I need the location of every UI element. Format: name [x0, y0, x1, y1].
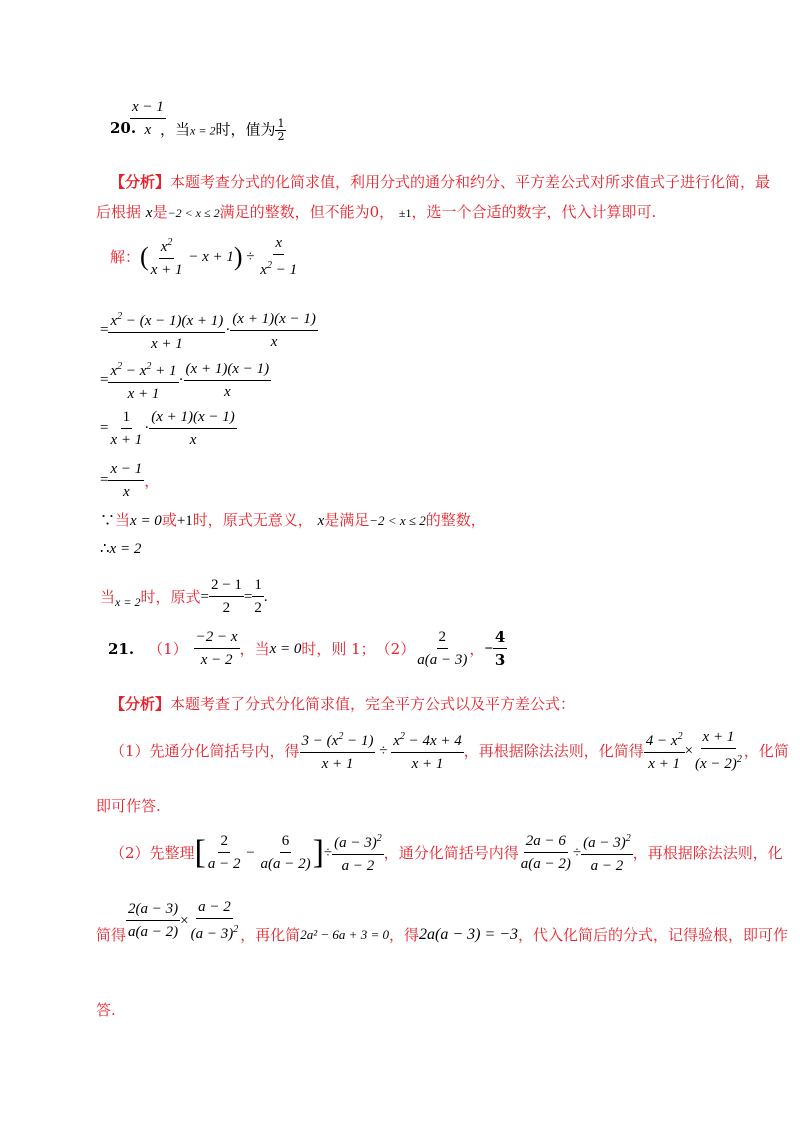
final-x: x = 2	[115, 594, 141, 609]
q20-value-num: 1	[277, 117, 285, 130]
q20-number: 20.	[110, 119, 137, 137]
q20-when-expr: x = 2	[190, 123, 216, 138]
q21-when: ，当	[239, 639, 270, 658]
analysis20-is: 是	[152, 203, 168, 221]
p1-expr2: $\frac{4 - x^2}{x + 1}$ × $\frac{x + 1}{(x - 2)^2}$	[644, 726, 744, 775]
q21-ans2-val-num: 4	[493, 626, 507, 649]
p2-e: ，再化简	[240, 925, 301, 944]
q21-part2: （2）	[375, 639, 416, 658]
q20-value-fraction	[275, 118, 286, 143]
analysis20-line2-b: 满足的整数，但不能为0，	[219, 203, 395, 221]
p2-f: ，得	[388, 925, 419, 944]
because-c: 是满足	[324, 511, 370, 529]
analysis21-p1	[110, 726, 789, 775]
solution20-step4: = $\frac{x - 1}{x}$ ，	[100, 458, 159, 503]
solution20-step1: = $\frac{x^2 - (x - 1)(x + 1)}{x + 1}$ · $\frac{(x + 1)(x - 1)}{x}$	[100, 306, 318, 355]
p2-expr3: $\frac{2(a - 3)}{a(a - 2)}$ × $\frac{a - 2}{(a - 3)^2}$	[126, 896, 240, 945]
solution20-step4-suffix: ，	[144, 472, 160, 490]
analysis20-range: −2 < x ≤ 2	[167, 206, 220, 220]
final-end: .	[263, 588, 268, 605]
analysis21-intro-text: 本题考查了分式分化简求值，完全平方公式以及平方差公式：	[170, 695, 576, 713]
q21-ans1-fraction	[194, 626, 240, 671]
q21-ans1-den: x − 2	[200, 652, 233, 668]
final-a: 当	[100, 587, 116, 606]
analysis20-line1-text: 本题考查分式的化简求值，利用分式的通分和约分、平方差公式对所求值式子进行化简，最	[170, 173, 771, 191]
q21-answer: 21. （1） $\frac{-2 - x}{x - 2}$ ，当 x = 0 时，则 1； （2） $\frac{2}{a(a - 3)}$ ， − $\frac{4}{3}$	[108, 628, 506, 669]
p1-b: ，再根据除法法则，化简得	[463, 741, 644, 760]
p2-eq: 2a² − 6a + 3 = 0	[300, 926, 389, 942]
p2-a: （2）先整理	[110, 843, 195, 862]
solution20-because: ∵当x = 0或+1时，原式无意义， x是满足−2 < x ≤ 2的整数，	[100, 511, 486, 529]
q21-ans2-fraction	[415, 626, 469, 671]
q21-ans2-value	[493, 626, 507, 671]
solution20-line	[110, 232, 299, 281]
final-rnum: 1	[252, 574, 264, 597]
final-den: 2	[222, 600, 231, 616]
q21-part1: （1）	[148, 639, 188, 658]
because-range: −2 < x ≤ 2	[369, 513, 426, 528]
analysis20-tag: 【分析】	[110, 173, 171, 191]
final-rden: 2	[254, 600, 262, 616]
analysis21-tag: 【分析】	[110, 695, 171, 713]
final-expression: = $\frac{2 - 1}{2}$ = $\frac{1}{2}$ .	[200, 574, 267, 619]
q20-value-den: 2	[277, 130, 285, 143]
q20-when-text: ，当	[160, 120, 191, 139]
because-b: 时，原式无意义，	[192, 511, 313, 529]
q21-when-expr: x = 0	[269, 640, 302, 657]
p2-h: 答.	[96, 1001, 116, 1019]
q21-ans2-num: 2	[437, 626, 449, 649]
analysis20-line1	[110, 172, 770, 192]
q20-when	[160, 118, 286, 143]
p1-c: ，化简	[743, 741, 789, 760]
solution20-label: 解：	[110, 247, 141, 266]
solution20-expression: ( $\frac{x^2}{x + 1}$ − x + 1 ) ÷ $\frac{x}{x^2 - 1}$	[140, 232, 299, 281]
solution20-therefore: ∴x = 2	[100, 539, 142, 557]
solution20-final	[100, 574, 268, 619]
solution20-step2: = $\frac{x^2 - x^2 + 1}{x + 1}$ · $\frac{(x + 1)(x - 1)}{x}$	[100, 356, 271, 405]
p2-expr1: [ $\frac{2}{a - 2}$ − $\frac{6}{a(a - 2)}$ ] ÷ $\frac{(a - 3)^2}{a - 2}$	[195, 828, 384, 877]
because-x0: x = 0	[130, 513, 162, 529]
p1-d: 即可作答.	[96, 797, 161, 815]
therefore-expr: x = 2	[109, 541, 142, 557]
q21-ans1-num: −2 − x	[194, 626, 240, 649]
p2-c: ，再根据除法法则，化	[632, 843, 783, 862]
q20-answer-den: x	[144, 122, 152, 138]
solution20-step3: = $\frac{1}{x + 1}$ · $\frac{(x + 1)(x - 1)}{x}$	[100, 406, 237, 451]
q21-ans2-den: a(a − 3)	[417, 652, 468, 668]
q21-comma: ，	[469, 639, 485, 658]
p2-b: ，通分化简括号内得	[383, 843, 519, 862]
because-a: 当	[115, 511, 131, 529]
because-x: x	[317, 513, 325, 529]
because-d: 的整数，	[425, 511, 486, 529]
final-num: 2 − 1	[209, 574, 244, 597]
q21-number: 21.	[108, 639, 135, 658]
analysis21-p2	[110, 828, 783, 877]
p1-expr1: $\frac{3 - (x^2 - 1)}{x + 1}$ ÷ $\frac{x^2 - 4x + 4}{x + 1}$	[300, 726, 464, 775]
analysis21-p2-line2	[96, 899, 789, 945]
p2-g: ，代入化简后的分式，记得验根，即可作	[518, 925, 789, 944]
p1-a: （1）先通分化简括号内，得	[110, 741, 300, 760]
analysis20-x: x	[145, 205, 153, 221]
p2-d: 简得	[96, 925, 127, 944]
because-or: 或	[161, 511, 177, 529]
analysis21-intro	[110, 694, 575, 714]
final-b: 时，原式	[140, 587, 201, 606]
analysis20-line2-a: 后根据	[96, 203, 142, 221]
q21-ans2-val-den: 3	[494, 651, 506, 669]
q20-answer-num: x − 1	[130, 96, 166, 119]
analysis20-pm: ±1	[398, 206, 412, 220]
analysis20-line2-c: ，选一个合适的数字，代入计算即可.	[411, 203, 657, 221]
p2-eq2: 2a(a − 3) = −3	[418, 925, 519, 943]
analysis20-line2	[96, 202, 656, 223]
q20-value-text: 时，值为	[215, 120, 276, 139]
q21-result1: 时，则 1；	[301, 639, 376, 658]
because-p1: +1	[176, 513, 193, 529]
p2-expr2: $\frac{2a - 6}{a(a - 2)}$ ÷ $\frac{(a - 3)^2}{a - 2}$	[519, 828, 633, 877]
